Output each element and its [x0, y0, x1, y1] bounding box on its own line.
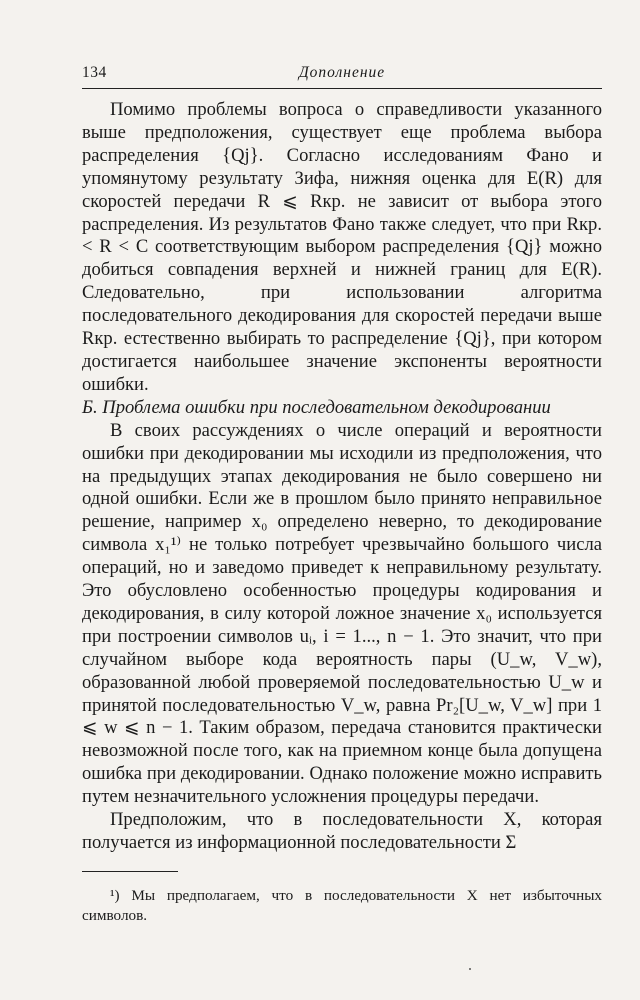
- section-title: Дополнение: [298, 64, 386, 81]
- book-page: [82, 58, 602, 941]
- page-number: 134: [82, 64, 107, 81]
- print-speck: [469, 968, 471, 970]
- running-head: [82, 58, 602, 89]
- footnote-rule: [82, 871, 178, 872]
- paragraph-distribution-choice: Помимо проблемы вопроса о справедливости указанного выше предположения, существует еще проблема выбора распределения {Qj}. Согласно исследованиям Фано и упомянутому результату Зифа, нижняя оценка для E(R) для скоростей передачи R ⩽ Rкр. не зависит от выбора этого распределения. Из результатов Фано также следует, что при Rкр. < R < C соответствующим выбором распределения {Qj} можно добиться совпадения верхней и нижней границ для E(R). Следовательно, при использовании алгоритма последовательного декодирования для скоростей передачи выше Rкр. естественно выбирать то распределение {Qj}, при котором достигается наибольшее значение экспоненты вероятности ошибки.: [82, 99, 602, 395]
- main-text: [82, 99, 602, 855]
- paragraph-error-propagation: В своих рассуждениях о числе операций и вероятности ошибки при декодировании мы исходили из предположения, что на предыдущих этапах декодирования не было совершено ни одной ошибки. Если же в прошлом было принято неправильное решение, например x₀ определено неверно, то декодирование символа x₁¹⁾ не только потребует чрезвычайно большого числа операций, но и заведомо приведет к неправильному результату. Это обусловлено особенностью процедуры кодирования и декодирования, в силу которой ложное значение x₀ используется при построении символов uᵢ, i = 1..., n − 1. Это значит, что при случайном выборе кода вероятность пары (U_w, V_w), образованной любой проверяемой последовательностью U_w и принятой последовательностью V_w, равна Pr₂[U_w, V_w] при 1 ⩽ w ⩽ n − 1. Таким образом, передача становится практически невозможной после того, как на приемном конце была допущена ошибка при декодировании. Однако положение можно исправить путем незначительного усложнения процедуры передачи.: [82, 419, 602, 808]
- paragraph-assumption: Предположим, что в последовательности X, которая получается из информационной последовательности Σ: [82, 809, 602, 853]
- subsection-heading: Б. Проблема ошибки при последовательном декодировании: [82, 396, 551, 418]
- footnote: ¹) Мы предполагаем, что в последовательности X нет избыточных символов.: [82, 886, 602, 924]
